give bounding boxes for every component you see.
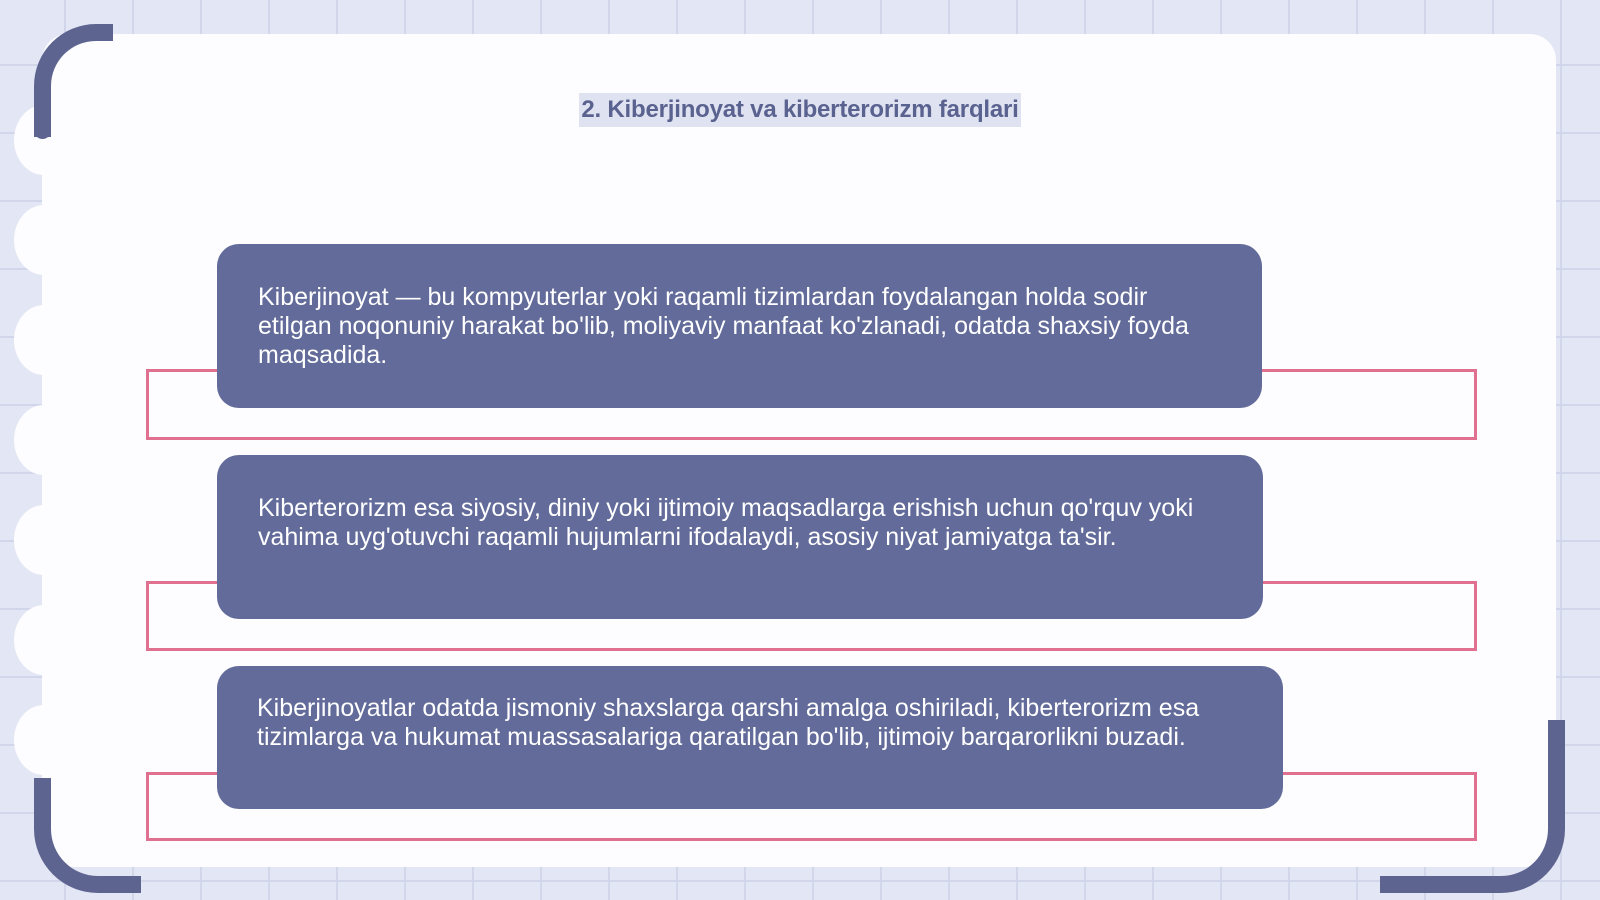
card-text: Kiberjinoyatlar odatda jismoniy shaxslarga qarshi amalga oshiriladi, kiberterorizm esa tizimlarga va hukumat muassasalariga qaratilgan bo'lib, ijtimoiy barqarorlikni buzadi.: [257, 694, 1200, 751]
text-card-1: [217, 244, 1262, 408]
paper-notch: [14, 305, 74, 375]
slide-title-container: [0, 93, 1600, 127]
paper-notch: [14, 405, 74, 475]
card-text: Kiberterorizm esa siyosiy, diniy yoki ijtimoiy maqsadlarga erishish uchun qo'rquv yoki vahima uyg'otuvchi raqamli hujumlarni ifodalaydi, asosiy niyat jamiyatga ta'sir.: [258, 494, 1194, 551]
slide-title: 2. Kiberjinoyat va kiberterorizm farqlari: [579, 93, 1020, 127]
card-text: Kiberjinoyat — bu kompyuterlar yoki raqamli tizimlardan foydalangan holda sodir etilgan noqonuniy harakat bo'lib, moliyaviy manfaat ko'zlanadi, odatda shaxsiy foyda maqsadida.: [258, 283, 1189, 369]
corner-bracket-bottom-left: [34, 778, 141, 893]
text-card-2: [217, 455, 1263, 619]
paper-notch: [14, 705, 74, 775]
paper-notch: [14, 605, 74, 675]
paper-notch: [14, 205, 74, 275]
paper-notch: [14, 505, 74, 575]
text-card-3: [217, 666, 1283, 809]
